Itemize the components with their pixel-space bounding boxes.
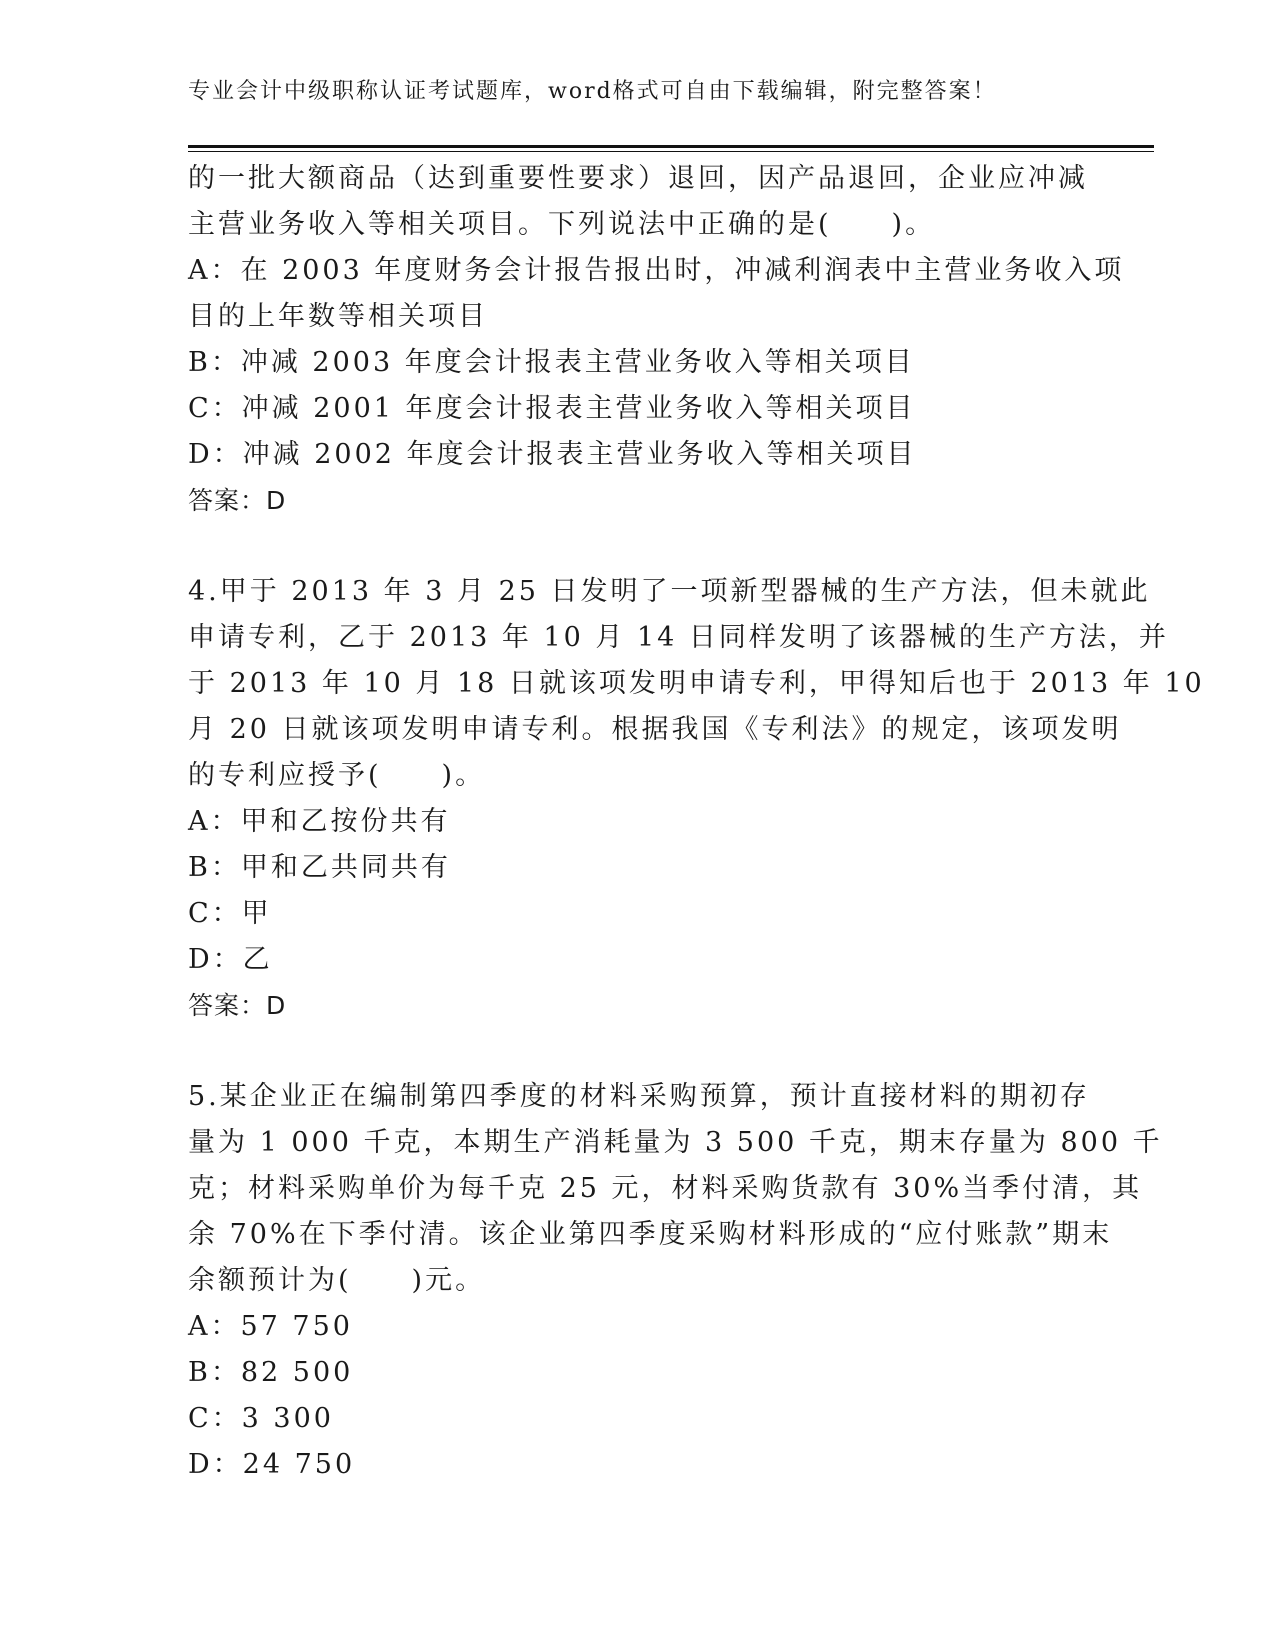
question-stem-line: 5.某企业正在编制第四季度的材料采购预算，预计直接材料的期初存 [188,1081,1090,1112]
question-stem-line: 申请专利，乙于 2013 年 10 月 14 日同样发明了该器械的生产方法，并 [188,622,1169,653]
option-c: C：3 300 [188,1403,334,1434]
option-d: D：24 750 [188,1449,356,1480]
answer-line: 答案：D [188,991,287,1020]
page-header: 专业会计中级职称认证考试题库，word格式可自由下载编辑，附完整答案！ [188,79,997,104]
question-stem-line: 主营业务收入等相关项目。下列说法中正确的是( )。 [188,209,936,240]
question-spacer [188,1029,1088,1074]
option-b: B：冲减 2003 年度会计报表主营业务收入等相关项目 [188,347,915,378]
option-b: B：82 500 [188,1357,354,1388]
option-c: C：甲 [188,898,272,929]
question-stem-line: 4.甲于 2013 年 3 月 25 日发明了一项新型器械的生产方法，但未就此 [188,576,1151,607]
question-stem-line: 于 2013 年 10 月 18 日就该项发明申请专利，甲得知后也于 2013 年 10 [188,668,1205,699]
header-rule-thick [188,145,1154,148]
question-stem-line: 量为 1 000 千克，本期生产消耗量为 3 500 千克，期末存量为 800 千 [188,1127,1163,1158]
option-d: D：冲减 2002 年度会计报表主营业务收入等相关项目 [188,439,917,470]
option-a-continued: 目的上年数等相关项目 [188,301,488,332]
question-stem-line: 的一批大额商品（达到重要性要求）退回，因产品退回，企业应冲减 [188,163,1088,194]
question-stem-line: 月 20 日就该项发明申请专利。根据我国《专利法》的规定，该项发明 [188,714,1122,745]
question-block [188,569,1205,1029]
option-a: A：在 2003 年度财务会计报告报出时，冲减利润表中主营业务收入项 [188,255,1125,286]
option-d: D：乙 [188,944,273,975]
answer-line: 答案：D [188,486,287,515]
question-stem-line: 克；材料采购单价为每千克 25 元，材料采购货款有 30%当季付清，其 [188,1173,1143,1204]
question-block [188,1074,1163,1488]
question-spacer [188,524,1088,569]
question-stem-line: 的专利应授予( )。 [188,760,486,791]
option-c: C：冲减 2001 年度会计报表主营业务收入等相关项目 [188,393,916,424]
question-stem-line: 余 70%在下季付清。该企业第四季度采购材料形成的“应付账款”期末 [188,1219,1113,1250]
header-rule-thin [188,151,1154,152]
question-stem-line: 余额预计为( )元。 [188,1265,486,1296]
question-block [188,156,1125,524]
option-a: A：甲和乙按份共有 [188,806,451,837]
option-b: B：甲和乙共同共有 [188,852,451,883]
question-list [188,156,1205,1488]
option-a: A：57 750 [188,1311,353,1342]
